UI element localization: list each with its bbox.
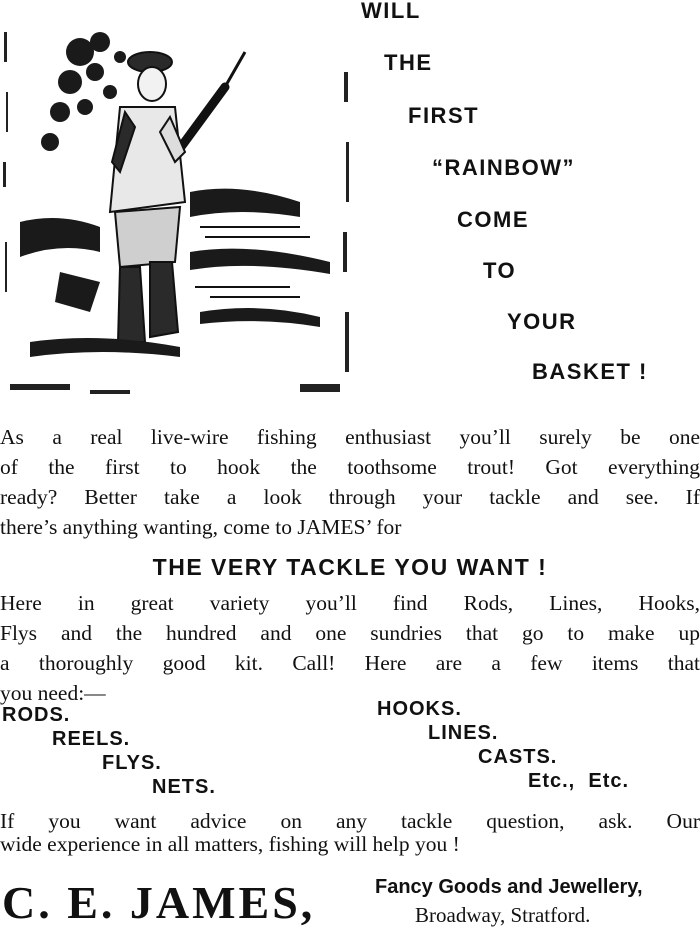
item-reels: REELS. (52, 728, 131, 750)
body-line: Here in great variety you’ll find Rods, Lines, Hooks, (0, 591, 700, 615)
angler-illustration (0, 12, 355, 412)
body-line: Flys and the hundred and one sundries that go to make up (0, 621, 700, 645)
advice-line: wide experience in all matters, fishing will help you ! (0, 832, 460, 856)
intro-line: As a real live-wire fishing enthusiast you’ll surely be one (0, 425, 700, 449)
headline-line-8: BASKET ! (532, 359, 648, 384)
headline-line-5: COME (457, 207, 529, 232)
advertiser-business: Fancy Goods and Jewellery, (375, 876, 643, 898)
item-hooks: HOOKS. (377, 698, 462, 720)
body-line: you need:— (0, 681, 106, 705)
item-nets: NETS. (152, 776, 216, 798)
item-lines: LINES. (428, 722, 499, 744)
headline-line-7: YOUR (507, 309, 577, 334)
intro-line: of the first to hook the toothsome trout! Got everything (0, 455, 700, 479)
headline-line-3: FIRST (408, 103, 480, 128)
intro-line: there’s anything wanting, come to JAMES’ for (0, 515, 402, 539)
item-etc: Etc., Etc. (528, 770, 630, 792)
advertiser-name: C. E. JAMES, (2, 877, 316, 928)
headline-line-1: WILL (361, 0, 421, 23)
headline-line-6: TO (483, 258, 517, 283)
advice-line: If you want advice on any tackle question, ask. Our (0, 809, 700, 833)
item-casts: CASTS. (478, 746, 558, 768)
headline-line-2: THE (384, 50, 433, 75)
body-line: a thoroughly good kit. Call! Here are a few items that (0, 651, 700, 675)
intro-line: ready? Better take a look through your tackle and see. If (0, 485, 700, 509)
subheading: THE VERY TACKLE YOU WANT ! (152, 554, 548, 580)
item-rods: RODS. (2, 704, 71, 726)
advertiser-address: Broadway, Stratford. (415, 903, 591, 927)
headline-line-4: “RAINBOW” (432, 155, 576, 180)
item-flys: FLYS. (102, 752, 162, 774)
